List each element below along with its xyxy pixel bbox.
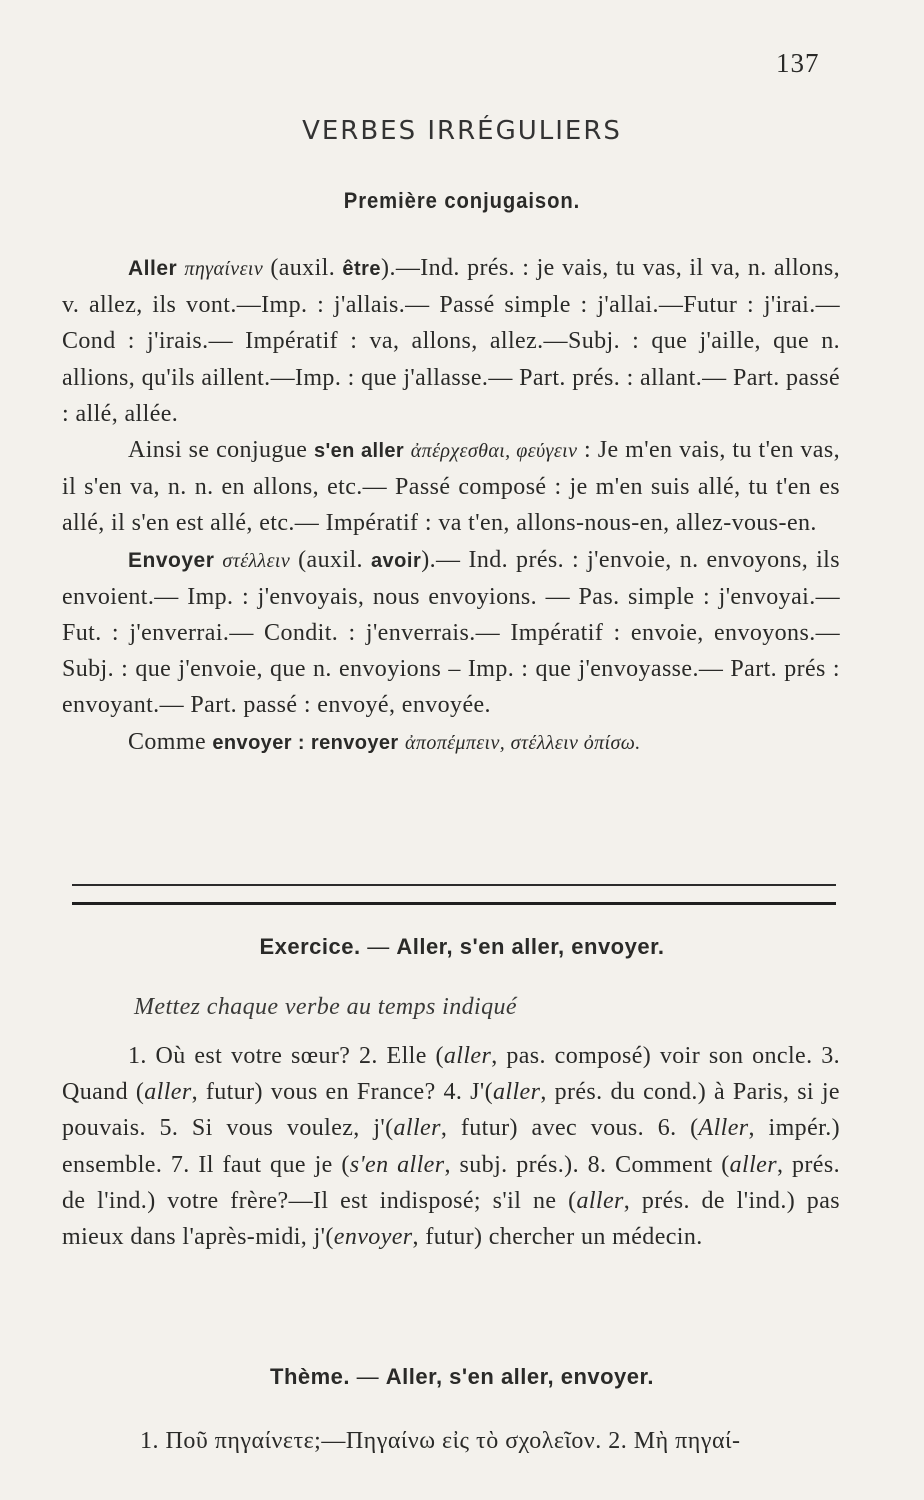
exercise-verb: aller — [144, 1079, 192, 1106]
aux-envoyer: avoir — [370, 549, 422, 572]
lead-comme: Comme — [128, 728, 213, 755]
chapter-title: VERBES IRRÉGULIERS — [302, 116, 622, 146]
exercise-text: , futur) avec vous. 6. ( — [440, 1115, 699, 1142]
exercise-dash: — — [360, 934, 397, 959]
exercise-verb: aller — [443, 1043, 492, 1069]
exercise-text: , prés. du cond.) à Paris, si je pouvais. 5. Si vous voulez, j'( — [62, 1079, 840, 1142]
aux-aller: être — [342, 258, 382, 280]
verb-envoyer: Envoyer — [128, 548, 215, 572]
theme-title: Aller, s'en aller, envoyer. — [385, 1364, 654, 1389]
exercise-verb: aller — [576, 1187, 624, 1214]
divider-thick — [72, 902, 836, 905]
theme-dash: — — [350, 1364, 386, 1389]
conjugation-envoyer: ).— Ind. prés. : j'envoie, n. envoyons, ils envoient.— Imp. : j'envoyais, nous envoyions. — Pas. simple : j'envoyai.— Fut. : j'enverrai.— Condit. : j'enverrais.— Impératif : envoie, envoyons.— Subj. : que j'envoie, que n. envoyions – Imp. : que j'envoyasse.— Part. prés : envoyant.— Part. passé : envoyé, envoyée. — [62, 546, 840, 719]
exercise-verb: aller — [493, 1079, 541, 1106]
exercise-text: 1. Où est votre sœur? 2. Elle ( — [128, 1043, 444, 1069]
exercise-text: , futur) vous en France? 4. J'( — [191, 1079, 493, 1106]
exercise-verb: aller — [393, 1115, 441, 1142]
section-title: Première conjugaison. — [343, 188, 581, 213]
divider-thin — [72, 884, 836, 886]
exercise-heading — [0, 934, 924, 960]
conjugation-body — [62, 250, 840, 761]
exercise-instruction: Mettez chaque verbe au temps indiqué — [134, 994, 517, 1020]
paragraph-sen-aller — [62, 432, 840, 542]
exercise-text: , pas. composé) voir son oncle. 3. Quand ( — [62, 1043, 840, 1106]
exercise-paragraph — [62, 1038, 840, 1255]
exercise-body — [62, 1038, 840, 1255]
exercise-verb: aller — [729, 1151, 777, 1178]
aux-open-aller: (auxil. — [263, 255, 343, 281]
exercise-verb: envoyer — [333, 1224, 413, 1251]
theme-first-line: 1. Ποῦ πηγαίνετε;—Πηγαίνω εἰς τὸ σχολεῖον. 2. Μὴ πηγαί- — [140, 1428, 741, 1454]
greek-renvoyer: ἀποπέμπειν, στέλλειν ὀπίσω. — [405, 731, 641, 754]
exercise-verb: s'en aller — [349, 1151, 445, 1178]
exercise-text: , prés. de l'ind.) votre frère?—Il est indisposé; s'il ne ( — [62, 1151, 840, 1214]
lead-sen-aller: Ainsi se conjugue — [128, 437, 314, 464]
paragraph-aller — [62, 250, 840, 432]
conjugation-aller: ).—Ind. prés. : je vais, tu vas, il va, n. allons, v. allez, ils vont.—Imp. : j'allais.— Passé simple : j'allai.—Futur : j'irai.— Cond : j'irais.— Impératif : va, allons, allez.—Subj. : que j'aille, que n. allions, qu'ils aillent.—Imp. : que j'allasse.— Part. prés. : allant.— Part. passé : allé, allée. — [62, 255, 840, 427]
theme-heading — [0, 1364, 924, 1390]
greek-envoyer: στέλλειν — [222, 549, 291, 572]
exercise-label: Exercice. — [259, 934, 361, 959]
verb-sen-aller: s'en aller — [313, 440, 405, 463]
paragraph-comme — [62, 724, 840, 761]
verb-aller: Aller — [128, 257, 178, 280]
paragraph-envoyer — [62, 542, 840, 724]
greek-aller: πηγαίνειν — [184, 258, 264, 280]
page-number: 137 — [776, 48, 820, 78]
exercise-text: , impér.) ensemble. 7. Il faut que je ( — [62, 1115, 840, 1178]
exercise-text: , subj. prés.). 8. Comment ( — [444, 1151, 730, 1178]
conjugation-sen-aller: : Je m'en vais, tu t'en vas, il s'en va, n. n. en allons, etc.— Passé composé : je m'en suis allé, tu t'en es allé, il s'en est allé, etc.— Impératif : va t'en, allons-nous-en, allez-vous-en. — [62, 437, 840, 537]
greek-sen-aller: ἀπέρχεσθαι, φεύγειν — [410, 440, 578, 463]
theme-label: Thème. — [270, 1364, 351, 1389]
verb-renvoyer: envoyer : renvoyer — [212, 731, 399, 754]
exercise-text: , prés. de l'ind.) pas mieux dans l'après-midi, j'( — [62, 1187, 840, 1251]
exercise-verb: Aller — [698, 1115, 749, 1142]
exercise-title: Aller, s'en aller, envoyer. — [396, 934, 665, 959]
exercise-text: , futur) chercher un médecin. — [412, 1224, 703, 1251]
aux-open-envoyer: (auxil. — [290, 546, 371, 573]
